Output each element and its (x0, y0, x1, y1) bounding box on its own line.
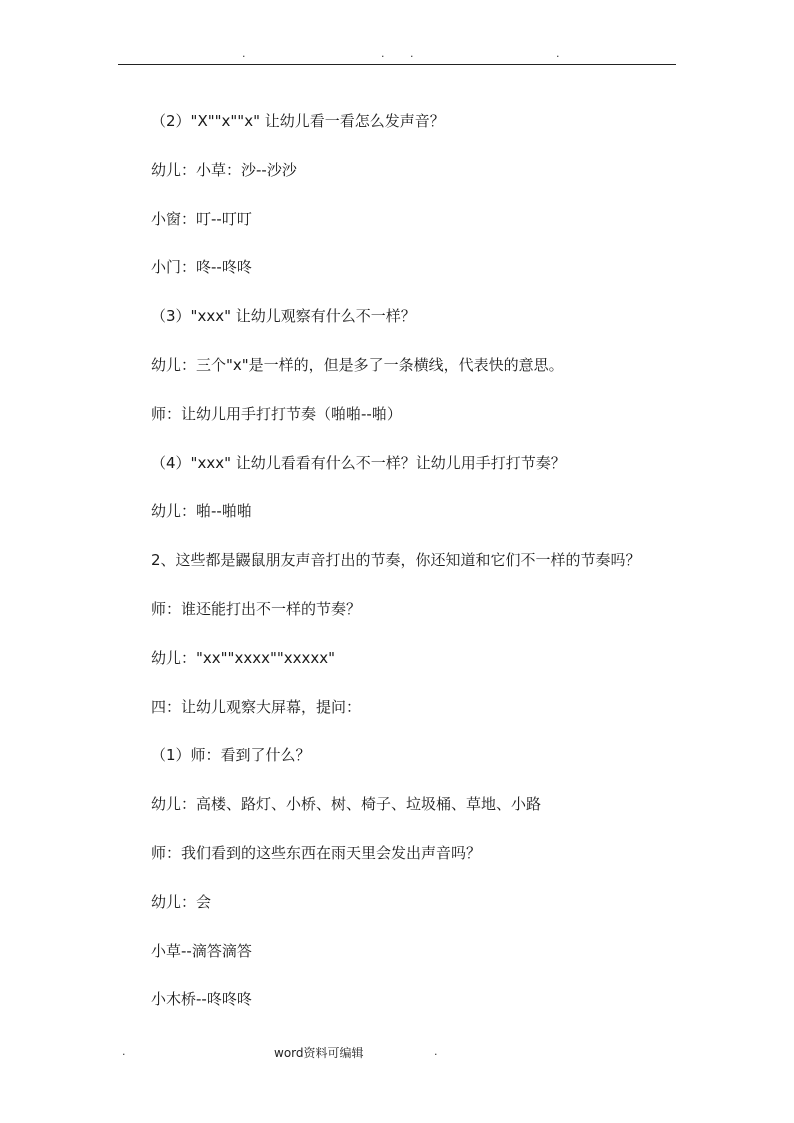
body-line: （4）"xxx" 让幼儿看看有什么不一样？让幼儿用手打打节奏？ (151, 453, 566, 472)
body-line: 2、这些都是鼹鼠朋友声音打出的节奏，你还知道和它们不一样的节奏吗？ (151, 551, 641, 570)
body-line: 小木桥--咚咚咚 (151, 990, 252, 1009)
body-line: 师：我们看到的这些东西在雨天里会发出声音吗？ (151, 843, 482, 862)
body-line: 师：让幼儿用手打打节奏（啪啪--啪） (151, 404, 402, 423)
body-line: （3）"xxx" 让幼儿观察有什么不一样？ (151, 307, 416, 326)
header-dot: . (242, 47, 246, 60)
header-dot: . (381, 47, 385, 60)
body-line: 幼儿："xx""xxxx""xxxxx" (151, 648, 336, 667)
document-body (151, 108, 691, 1035)
footer-dot: . (122, 1045, 126, 1058)
page-footer (0, 1044, 794, 1064)
footer-text: word资料可编辑 (274, 1046, 364, 1060)
body-line: 幼儿：三个"x"是一样的，但是多了一条横线，代表快的意思。 (151, 355, 564, 374)
header-rule (118, 64, 676, 65)
body-line: 小草--滴答滴答 (151, 941, 252, 960)
page-header (0, 48, 794, 60)
body-line: 小窗：叮--叮叮 (151, 209, 252, 228)
body-line: 四：让幼儿观察大屏幕，提问： (151, 697, 362, 716)
body-line: 幼儿：高楼、路灯、小桥、树、椅子、垃圾桶、草地、小路 (151, 795, 542, 814)
body-line: 师：谁还能打出不一样的节奏？ (151, 599, 362, 618)
body-line: （2）"X""x""x" 让幼儿看一看怎么发声音？ (151, 112, 445, 130)
body-line: 小门：咚--咚咚 (151, 258, 252, 277)
body-line: 幼儿：会 (151, 892, 212, 911)
body-line: 幼儿：啪--啪啪 (151, 502, 252, 521)
body-line: 幼儿：小草：沙--沙沙 (151, 160, 297, 179)
header-dot: . (556, 47, 560, 60)
header-dot: . (410, 47, 414, 60)
footer-dot: . (434, 1045, 438, 1058)
body-line: （1）师：看到了什么？ (151, 746, 311, 765)
